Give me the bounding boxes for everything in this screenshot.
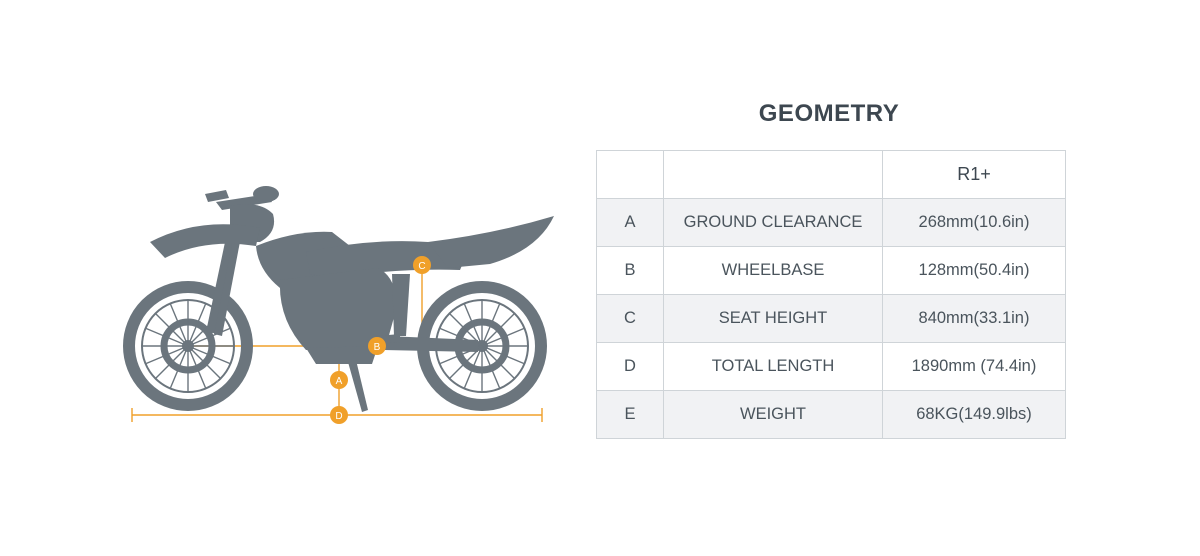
header-model-cell: R1+	[883, 151, 1066, 199]
geometry-table	[596, 150, 1066, 439]
header-label-cell	[664, 151, 883, 199]
svg-text:B: B	[373, 342, 381, 353]
row-label: WEIGHT	[664, 391, 883, 439]
row-value: 268mm(10.6in)	[883, 199, 1066, 247]
callout-c	[413, 256, 431, 274]
table-row	[597, 343, 1066, 391]
svg-text:D: D	[335, 411, 343, 422]
geometry-table-body	[597, 199, 1066, 439]
row-value: 1890mm (74.4in)	[883, 343, 1066, 391]
row-key: E	[597, 391, 664, 439]
row-value: 68KG(149.9lbs)	[883, 391, 1066, 439]
row-label: WHEELBASE	[664, 247, 883, 295]
row-value: 840mm(33.1in)	[883, 295, 1066, 343]
header-key-cell	[597, 151, 664, 199]
row-key: B	[597, 247, 664, 295]
wheel-front	[129, 287, 247, 405]
svg-text:C: C	[418, 261, 426, 272]
row-key: A	[597, 199, 664, 247]
row-label: TOTAL LENGTH	[664, 343, 883, 391]
callout-d	[330, 406, 348, 424]
bike-body	[150, 186, 554, 412]
table-row	[597, 247, 1066, 295]
row-label: GROUND CLEARANCE	[664, 199, 883, 247]
callout-a	[330, 371, 348, 389]
callout-b	[368, 337, 386, 355]
geometry-table-head	[597, 151, 1066, 199]
table-row	[597, 199, 1066, 247]
geometry-panel	[596, 100, 1062, 439]
row-value: 128mm(50.4in)	[883, 247, 1066, 295]
bike-silhouette-svg	[110, 150, 580, 450]
table-row	[597, 295, 1066, 343]
svg-text:A: A	[335, 376, 343, 387]
row-key: D	[597, 343, 664, 391]
geometry-title: GEOMETRY	[758, 100, 900, 127]
table-header-row	[597, 151, 1066, 199]
table-row	[597, 391, 1066, 439]
bike-illustration	[110, 150, 580, 450]
row-key: C	[597, 295, 664, 343]
row-label: SEAT HEIGHT	[664, 295, 883, 343]
